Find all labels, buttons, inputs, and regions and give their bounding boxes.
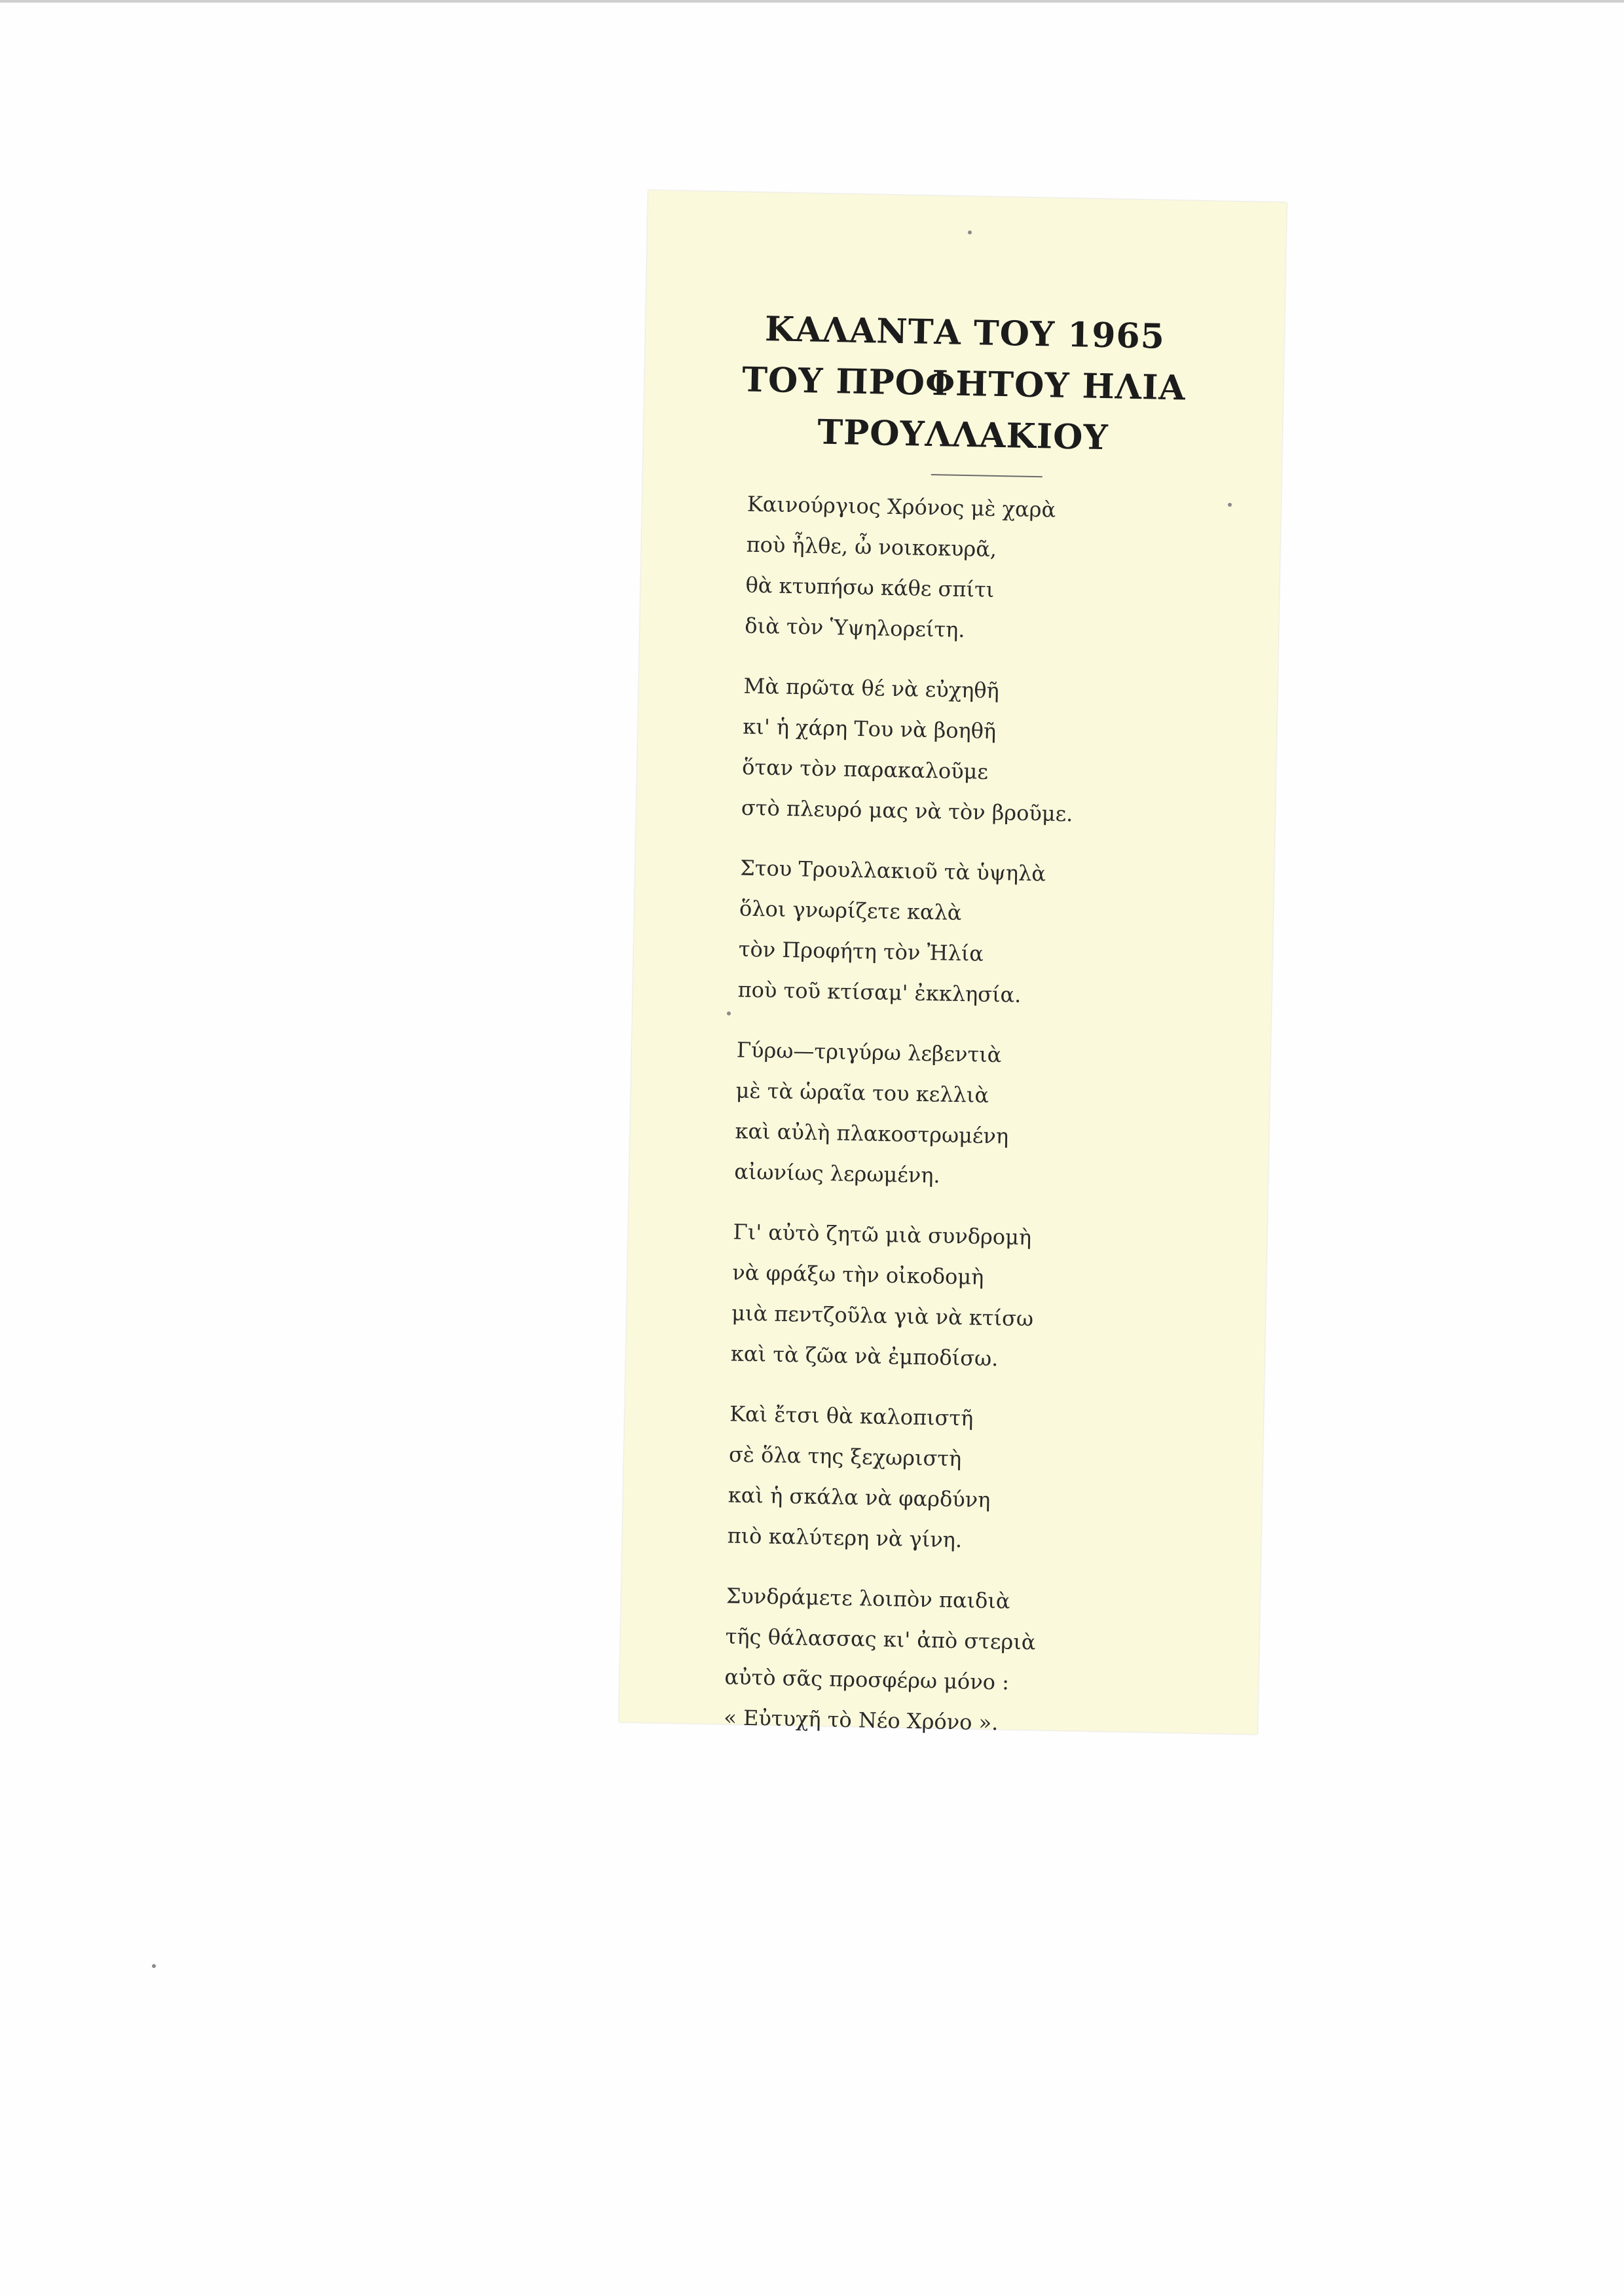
scan-top-edge — [0, 0, 1624, 3]
poem-line: ὅταν τὸν παρακαλοῦμε — [741, 754, 989, 784]
poem-line: Μὰ πρῶτα θέ νὰ εὐχηθῆ — [743, 673, 1000, 704]
stanza — [734, 1029, 1235, 1201]
poem-line: Καινούργιος Χρόνος μὲ χαρὰ — [747, 491, 1056, 522]
poem-line: Γι' αὐτὸ ζητῶ μιὰ συνδρομὴ — [733, 1219, 1032, 1250]
poem-line: τῆς θάλασσας κι' ἀπὸ στεριὰ — [725, 1624, 1036, 1655]
dust-speck — [152, 1964, 156, 1968]
poem-line: Συνδράμετε λοιπὸν παιδιὰ — [726, 1583, 1010, 1614]
title-line: ΤΟΥ ΠΡΟΦΗΤΟΥ ΗΛΙΑ — [741, 359, 1187, 409]
poem-line: καὶ ἡ σκάλα νὰ φαρδύνη — [728, 1482, 991, 1513]
poem-line: θὰ κτυπήσω κάθε σπίτι — [745, 572, 995, 602]
poem-line: πιὸ καλύτερη νὰ γίνη. — [727, 1523, 963, 1553]
poem-line: ποὺ τοῦ κτίσαμ' ἐκκλησία. — [737, 977, 1022, 1008]
poem-line: « Εὐτυχῆ τὸ Νέο Χρόνο ». — [723, 1705, 999, 1736]
poem-line: Καὶ ἔτσι θὰ καλοπιστῆ — [729, 1401, 974, 1431]
poem-line: μὲ τὰ ὡραῖα του κελλιὰ — [735, 1078, 989, 1108]
poem-line: Στου Τρουλλακιοῦ τὰ ὑψηλὰ — [739, 855, 1046, 886]
poem-line: ποὺ ἦλθε, ὦ νοικοκυρᾶ, — [746, 532, 997, 562]
poem-line: αἰωνίως λερωμένη. — [733, 1159, 941, 1188]
poem-line: καὶ αὐλὴ πλακοστρωμένη — [735, 1118, 1009, 1149]
dust-speck — [968, 230, 972, 234]
dust-speck — [727, 1011, 731, 1015]
poem-line: καὶ τὰ ζῶα νὰ ἐμποδίσω. — [730, 1341, 999, 1372]
poem-line: κι' ἡ χάρη Του νὰ βοηθῆ — [743, 714, 997, 744]
title-line: ΤΡΟΥΛΛΑΚΙΟΥ — [817, 412, 1109, 458]
poem-line: νὰ φράξω τὴν οἰκοδομὴ — [732, 1260, 984, 1290]
stanza — [727, 1393, 1228, 1565]
title-divider — [931, 474, 1043, 477]
carol-leaflet — [619, 191, 1287, 1734]
title-line: ΚΑΛΑΝΤΑ ΤΟΥ 1965 — [764, 309, 1166, 357]
stanza — [741, 666, 1242, 838]
leaflet-title — [643, 302, 1284, 467]
poem-line: Γύρω—τριγύρω λεβεντιὰ — [736, 1037, 1002, 1068]
poem-body — [723, 484, 1245, 1767]
poem-line: διὰ τὸν Ὑψηλορείτη. — [744, 613, 965, 643]
stanza — [737, 848, 1238, 1020]
dust-speck — [1228, 503, 1232, 507]
poem-line: σὲ ὅλα της ξεχωριστὴ — [728, 1442, 962, 1472]
poem-line: στὸ πλευρό μας νὰ τὸν βροῦμε. — [741, 795, 1073, 827]
stanza — [730, 1211, 1231, 1383]
poem-line: μιὰ πεντζοῦλα γιὰ νὰ κτίσω — [731, 1300, 1034, 1332]
poem-line: ὅλοι γνωρίζετε καλὰ — [739, 896, 962, 926]
poem-line: τὸν Προφήτη τὸν Ἠλία — [738, 936, 984, 966]
poem-line: αὐτὸ σᾶς προσφέρω μόνο : — [724, 1664, 1010, 1695]
stanza — [724, 1575, 1225, 1747]
stanza — [745, 484, 1246, 656]
